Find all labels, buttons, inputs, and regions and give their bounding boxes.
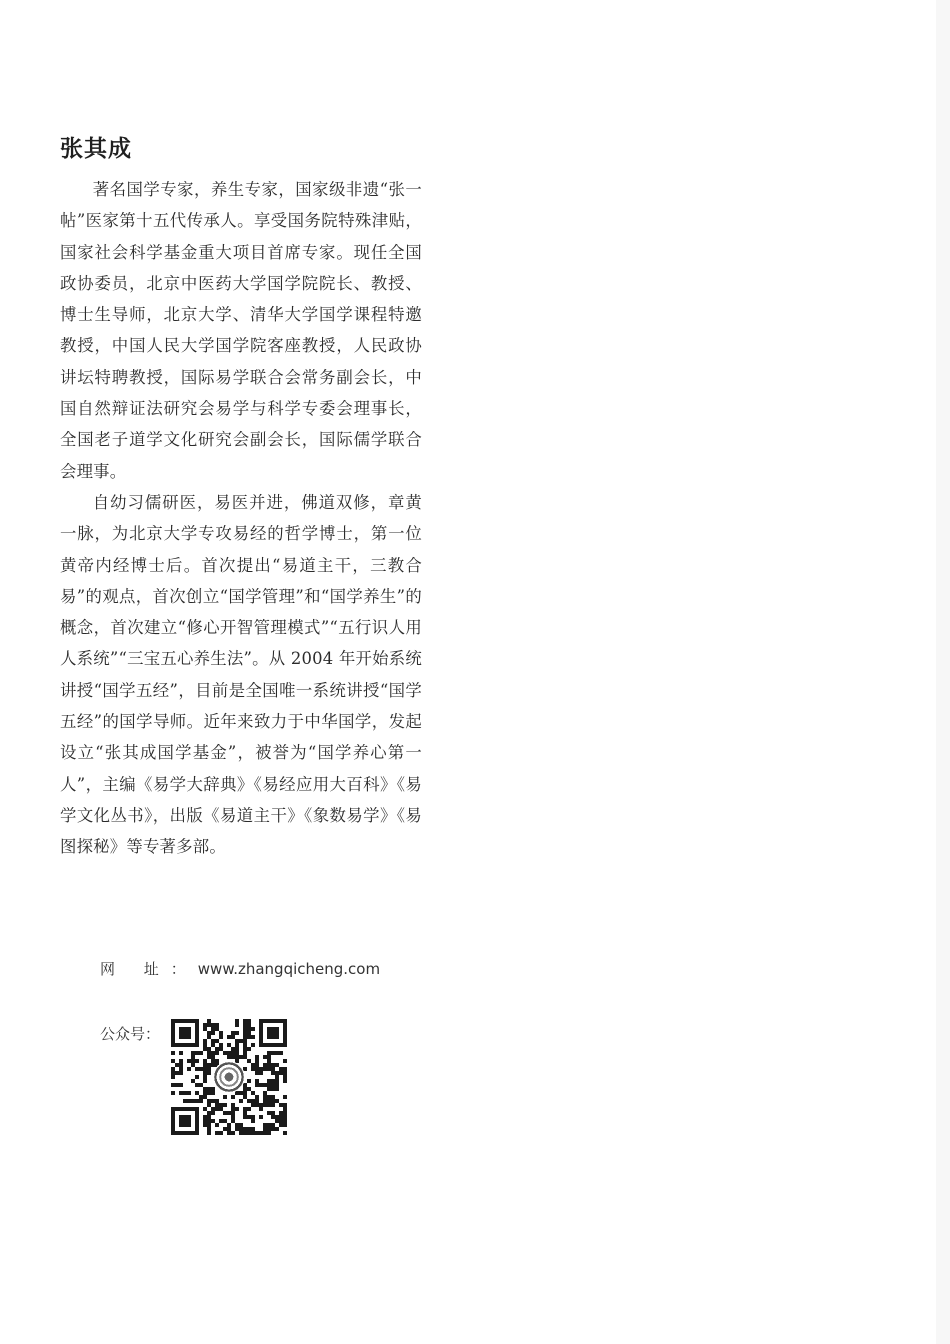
website-line [100,958,380,979]
wechat-label: 公众号： [100,1025,161,1043]
biography [60,174,422,863]
page-edge [936,0,950,1344]
website-label: 网 址： [100,960,198,978]
bio-paragraph-2: 自幼习儒研医，易医并进，佛道双修，章黄一脉，为北京大学专攻易经的哲学博士，第一位黄帝内经博士后。首次提出“易道主干，三教合易”的观点，首次创立“国学管理”和“国学养生”的概念，首次建立“修心开智管理模式”“五行识人用人系统”“三宝五心养生法”。从 2004 年开始系统讲授“国学五经”，目前是全国唯一系统讲授“国学五经”的国学导师。近年来致力于中华国学，发起设立“张其成国学基金”，被誉为“国学养心第一人”，主编《易学大辞典》《易经应用大百科》《易学文化丛书》，出版《易道主干》《象数易学》《易图探秘》等专著多部。 [60,492,422,857]
page-title: 张其成 [60,135,132,162]
website-link[interactable]: www.zhangqicheng.com [197,960,381,978]
qr-code-icon [170,1019,288,1135]
bio-paragraph-1: 著名国学专家，养生专家，国家级非遗“张一帖”医家第十五代传承人。享受国务院特殊津贴，国家社会科学基金重大项目首席专家。现任全国政协委员，北京中医药大学国学院院长、教授、博士生导师，北京大学、清华大学国学课程特邀教授，中国人民大学国学院客座教授，人民政协讲坛特聘教授，国际易学联合会常务副会长，中国自然辩证法研究会易学与科学专委会理事长，全国老子道学文化研究会副会长，国际儒学联合会理事。 [60,180,422,481]
